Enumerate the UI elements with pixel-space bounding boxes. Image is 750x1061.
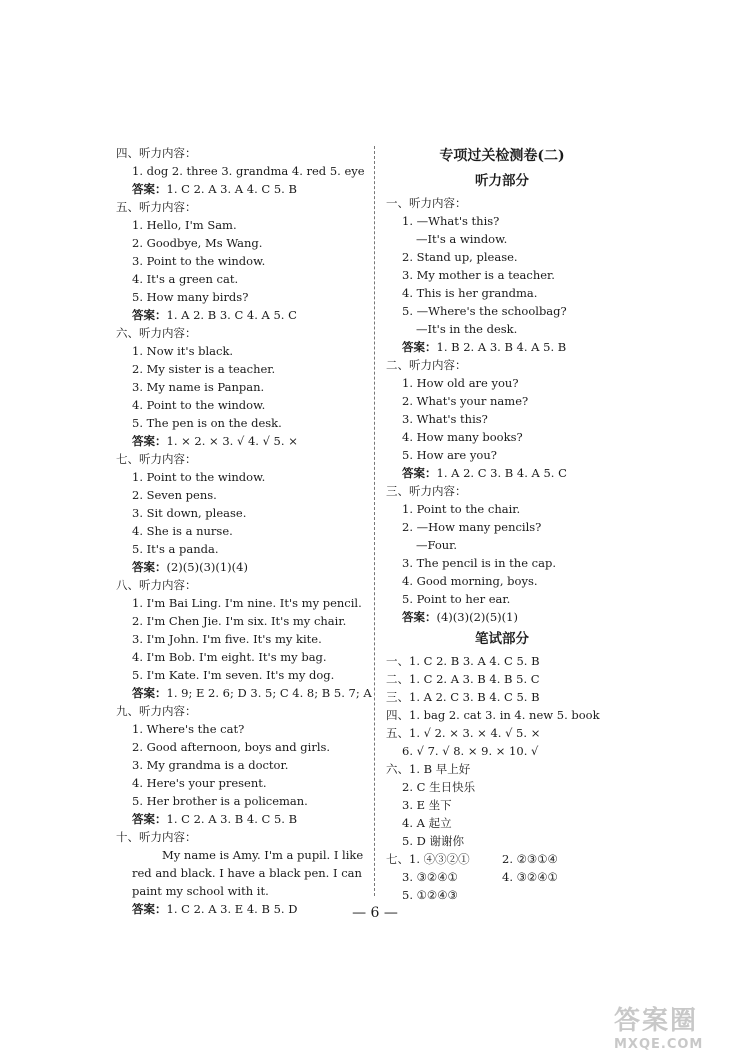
answer-label: 答案：: [402, 466, 437, 480]
question-heading: 一、1. C 2. B 3. A 4. C 5. B: [386, 654, 540, 668]
passage-line: paint my school with it.: [132, 884, 269, 898]
question-line: 5. Point to her ear.: [402, 592, 511, 606]
question-heading: 九、听力内容：: [116, 704, 197, 718]
question-line: 1. Where's the cat?: [132, 722, 245, 736]
answer-text: (2)(5)(3)(1)(4): [166, 560, 248, 574]
question-line: 2. Good afternoon, boys and girls.: [132, 740, 331, 754]
question-heading: 一、听力内容：: [386, 196, 467, 210]
question-line: 4. It's a green cat.: [132, 272, 239, 286]
question-line: 1. Point to the chair.: [402, 502, 521, 516]
answer-text: 1. C 2. A 3. A 4. C 5. B: [166, 182, 297, 196]
question-line: 5. The pen is on the desk.: [132, 416, 282, 430]
q7-row-2: [386, 868, 618, 886]
question-heading: 二、1. C 2. A 3. B 4. B 5. C: [386, 672, 540, 686]
answer-line: [116, 432, 368, 450]
answer-label: 答案：: [132, 812, 167, 826]
left-column: [116, 144, 372, 918]
question-heading: 五、1. √ 2. × 3. × 4. √ 5. ×: [386, 726, 541, 740]
q7-answer-5: 5. ①②④③: [402, 888, 458, 902]
answer-label: 答案：: [132, 182, 167, 196]
question-line: 1. Hello, I'm Sam.: [132, 218, 237, 232]
question-line: 3. Point to the window.: [132, 254, 266, 268]
writing-answers: [386, 652, 618, 850]
question-line: 3. Sit down, please.: [132, 506, 247, 520]
question-line: 4. She is a nurse.: [132, 524, 233, 538]
question-line: —It's a window.: [416, 232, 508, 246]
q7-answer-1: 七、1. ④③②①: [386, 852, 470, 866]
answer-text: 1. 9; E 2. 6; D 3. 5; C 4. 8; B 5. 7; A: [166, 686, 372, 700]
page-number: — 6 —: [352, 905, 398, 921]
question-line: 2. Stand up, please.: [402, 250, 518, 264]
question-line: 2. I'm Chen Jie. I'm six. It's my chair.: [132, 614, 347, 628]
question-heading: 六、1. B 早上好: [386, 762, 471, 776]
question-line: 5. D 谢谢你: [402, 834, 465, 848]
question-line: 3. E 坐下: [402, 798, 452, 812]
question-line: 3. The pencil is in the cap.: [402, 556, 556, 570]
question-line: 3. My mother is a teacher.: [402, 268, 555, 282]
watermark-logo: [614, 1000, 744, 1056]
question-line: 5. —Where's the schoolbag?: [402, 304, 567, 318]
question-line: 1. dog 2. three 3. grandma 4. red 5. eye: [132, 164, 365, 178]
question-line: 2. What's your name?: [402, 394, 529, 408]
right-title: 专项过关检测卷(二): [439, 148, 565, 164]
answer-line: [116, 684, 372, 702]
question-line: 3. My grandma is a doctor.: [132, 758, 289, 772]
question-line: 5. How many birds?: [132, 290, 249, 304]
answer-label: 答案：: [402, 610, 437, 624]
question-line: 2. My sister is a teacher.: [132, 362, 276, 376]
question-line: 1. Now it's black.: [132, 344, 234, 358]
question-heading: 二、听力内容：: [386, 358, 467, 372]
question-line: 3. What's this?: [402, 412, 488, 426]
question-heading: 四、1. bag 2. cat 3. in 4. new 5. book: [386, 708, 600, 722]
right-column: [386, 144, 618, 904]
question-line: 4. Point to the window.: [132, 398, 266, 412]
question-line: 4. How many books?: [402, 430, 523, 444]
answer-line: [386, 608, 618, 626]
q7-answer-3: 3. ③②④①: [402, 870, 458, 884]
answer-line: [116, 810, 368, 828]
answer-label: 答案：: [132, 686, 167, 700]
question-line: 6. √ 7. √ 8. × 9. × 10. √: [402, 744, 539, 758]
question-line: 2. C 生日快乐: [402, 780, 476, 794]
question-line: 1. I'm Bai Ling. I'm nine. It's my pencil.: [132, 596, 362, 610]
writing-section-heading: 笔试部分: [475, 631, 529, 647]
question-line: —Four.: [416, 538, 458, 552]
watermark-text: 答案圈: [614, 1006, 699, 1036]
question-line: 4. Here's your present.: [132, 776, 267, 790]
question-line: —It's in the desk.: [416, 322, 518, 336]
question-line: 2. —How many pencils?: [402, 520, 542, 534]
passage-line: red and black. I have a black pen. I can: [132, 866, 362, 880]
answer-text: 1. B 2. A 3. B 4. A 5. B: [436, 340, 567, 354]
listening-answers: [386, 194, 618, 626]
question-line: 1. How old are you?: [402, 376, 519, 390]
passage-line: My name is Amy. I'm a pupil. I like: [162, 848, 364, 862]
answer-line: [386, 464, 618, 482]
answer-text: (4)(3)(2)(5)(1): [436, 610, 518, 624]
answer-label: 答案：: [402, 340, 437, 354]
question-line: 3. My name is Panpan.: [132, 380, 265, 394]
question-line: 5. I'm Kate. I'm seven. It's my dog.: [132, 668, 335, 682]
question-line: 5. It's a panda.: [132, 542, 219, 556]
q7-answer-4: 4. ③②④①: [502, 870, 558, 884]
answer-line: [116, 180, 368, 198]
answer-text: 1. C 2. A 3. B 4. C 5. B: [166, 812, 298, 826]
answer-line: [116, 306, 368, 324]
watermark-url: MXQE.COM: [614, 1037, 704, 1052]
question-line: 4. Good morning, boys.: [402, 574, 538, 588]
column-divider: [374, 146, 375, 896]
question-line: 1. —What's this?: [402, 214, 500, 228]
answer-text: 1. A 2. C 3. B 4. A 5. C: [436, 466, 567, 480]
answer-line: [386, 338, 618, 356]
question-heading: 五、听力内容：: [116, 200, 197, 214]
answer-text: 1. × 2. × 3. √ 4. √ 5. ×: [166, 434, 298, 448]
question-line: 1. Point to the window.: [132, 470, 266, 484]
question-heading: 七、听力内容：: [116, 452, 197, 466]
question-line: 5. How are you?: [402, 448, 497, 462]
answer-label: 答案：: [132, 902, 167, 916]
question-line: 5. Her brother is a policeman.: [132, 794, 308, 808]
question-heading: 八、听力内容：: [116, 578, 197, 592]
question-line: 2. Seven pens.: [132, 488, 217, 502]
answer-text: 1. C 2. A 3. E 4. B 5. D: [166, 902, 298, 916]
question-heading: 十、听力内容：: [116, 830, 197, 844]
answer-line: [116, 558, 368, 576]
question-heading: 三、1. A 2. C 3. B 4. C 5. B: [386, 690, 540, 704]
question-line: 2. Goodbye, Ms Wang.: [132, 236, 263, 250]
answer-label: 答案：: [132, 560, 167, 574]
answer-label: 答案：: [132, 308, 167, 322]
question-line: 4. I'm Bob. I'm eight. It's my bag.: [132, 650, 327, 664]
question-heading: 六、听力内容：: [116, 326, 197, 340]
question-line: 3. I'm John. I'm five. It's my kite.: [132, 632, 322, 646]
question-heading: 三、听力内容：: [386, 484, 467, 498]
q7-row-1: [386, 850, 618, 868]
answer-text: 1. A 2. B 3. C 4. A 5. C: [166, 308, 297, 322]
question-heading: 四、听力内容：: [116, 146, 197, 160]
question-line: 4. This is her grandma.: [402, 286, 538, 300]
listening-section-heading: 听力部分: [475, 173, 529, 189]
q7-answer-2: 2. ②③①④: [502, 852, 558, 866]
answer-label: 答案：: [132, 434, 167, 448]
question-line: 4. A 起立: [402, 816, 452, 830]
